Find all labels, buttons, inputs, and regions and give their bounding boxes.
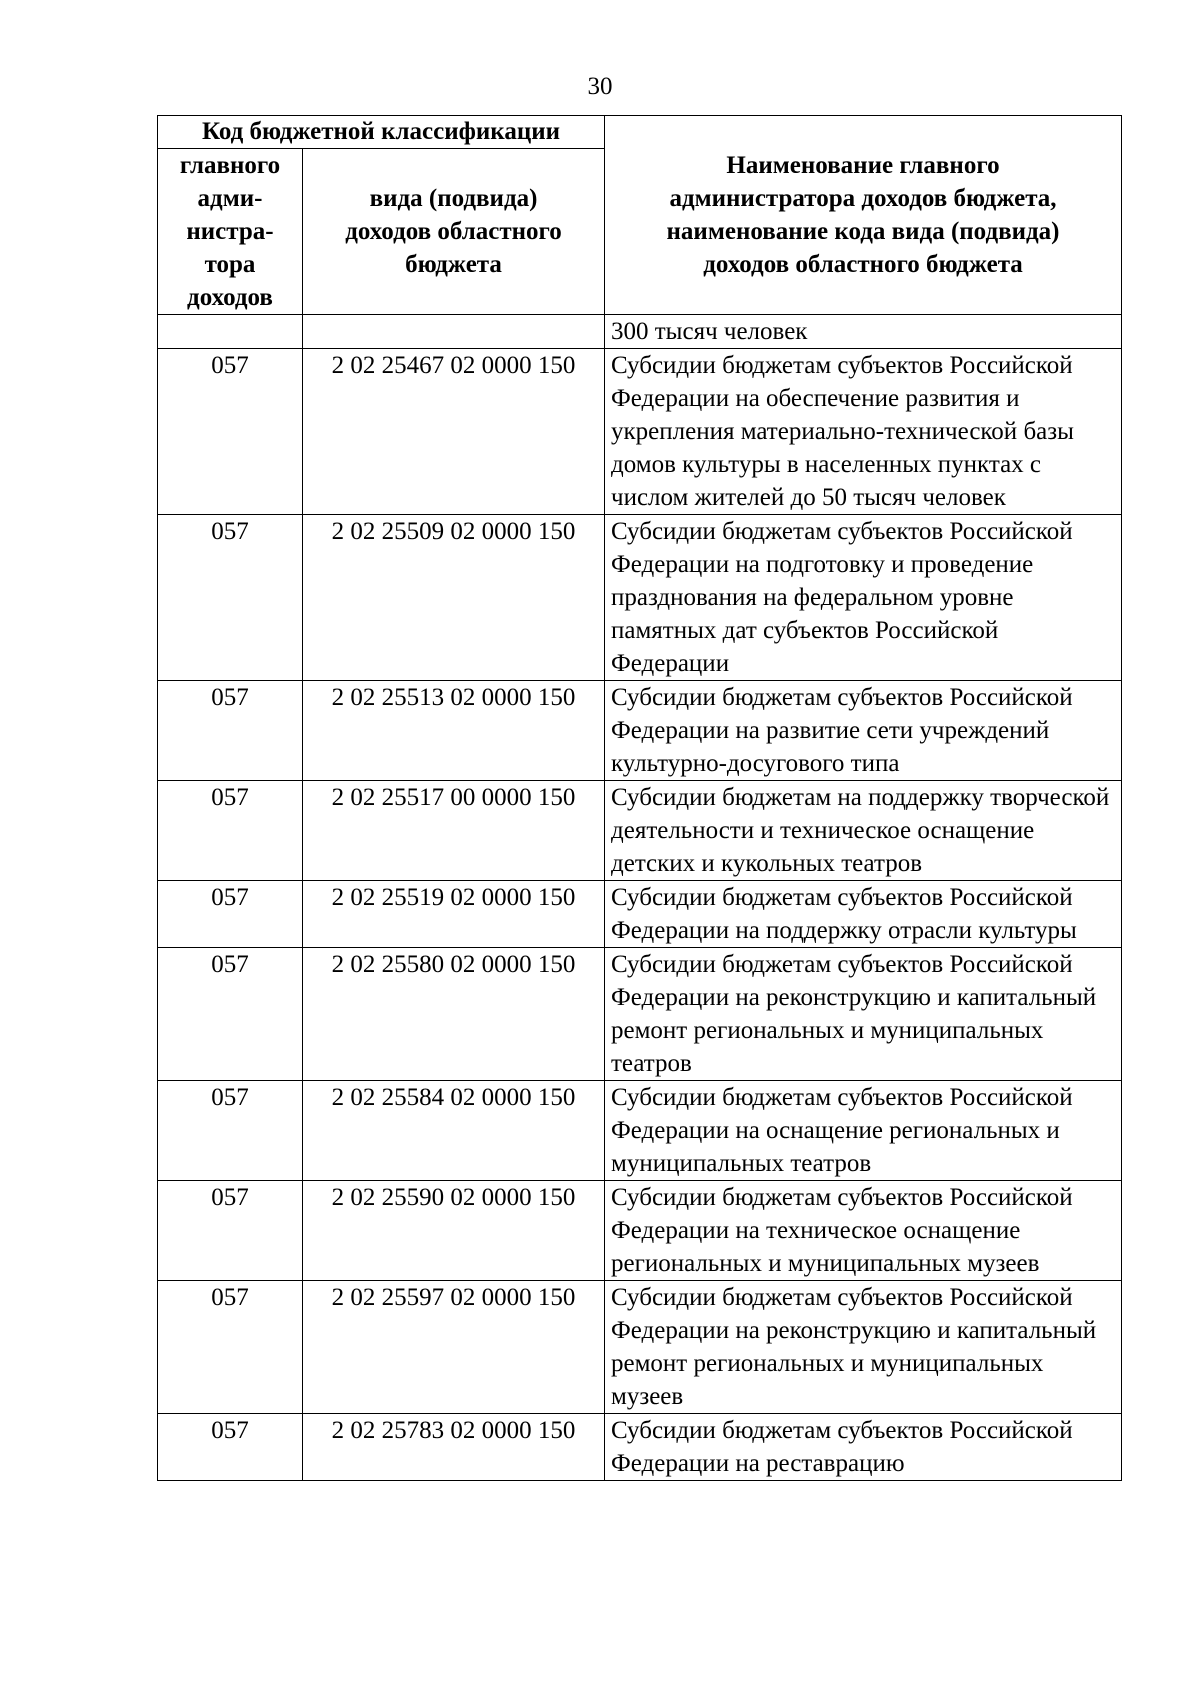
- header-admin-column: [158, 149, 303, 315]
- table-row: [158, 1181, 1122, 1281]
- table-row: [158, 1081, 1122, 1181]
- header-admin-line: нистра-: [186, 218, 274, 245]
- income-code-cell: 2 02 25519 02 0000 150: [303, 881, 605, 948]
- admin-code-cell: 057: [158, 1414, 303, 1481]
- admin-code-cell: 057: [158, 948, 303, 1081]
- table-row: [158, 948, 1122, 1081]
- income-code-cell: 2 02 25580 02 0000 150: [303, 948, 605, 1081]
- header-row-group: [158, 116, 1122, 149]
- admin-code-cell: 057: [158, 881, 303, 948]
- table-row: [158, 1414, 1122, 1481]
- header-admin-line: адми-: [197, 185, 263, 212]
- income-name-cell: Субсидии бюджетам на поддержку творческой деятельности и техническое оснащение детских и кукольных театров: [605, 781, 1122, 881]
- budget-classification-table: [157, 115, 1122, 1481]
- header-admin-line: доходов: [187, 284, 273, 311]
- income-code-cell: [303, 315, 605, 349]
- header-code-line: бюджета: [405, 251, 502, 278]
- income-code-cell: 2 02 25467 02 0000 150: [303, 349, 605, 515]
- admin-code-cell: [158, 315, 303, 349]
- income-name-cell: Субсидии бюджетам субъектов Российской Федерации на подготовку и проведение празднования на федеральном уровне памятных дат субъектов Российской Федерации: [605, 515, 1122, 681]
- table-row: [158, 781, 1122, 881]
- header-admin-line: главного: [179, 152, 281, 179]
- header-code-column: [303, 149, 605, 315]
- income-name-cell: Субсидии бюджетам субъектов Российской Федерации на обеспечение развития и укрепления материально-технической базы домов культуры в населенных пунктах с числом жителей до 50 тысяч человек: [605, 349, 1122, 515]
- income-name-cell: Субсидии бюджетам субъектов Российской Федерации на реконструкцию и капитальный ремонт региональных и муниципальных театров: [605, 948, 1122, 1081]
- income-code-cell: 2 02 25597 02 0000 150: [303, 1281, 605, 1414]
- income-code-cell: 2 02 25584 02 0000 150: [303, 1081, 605, 1181]
- table-row: [158, 1281, 1122, 1414]
- admin-code-cell: 057: [158, 349, 303, 515]
- income-name-cell: Субсидии бюджетам субъектов Российской Федерации на развитие сети учреждений культурно-досугового типа: [605, 681, 1122, 781]
- income-code-cell: 2 02 25513 02 0000 150: [303, 681, 605, 781]
- admin-code-cell: 057: [158, 1181, 303, 1281]
- table-row: [158, 681, 1122, 781]
- admin-code-cell: 057: [158, 781, 303, 881]
- table-row: [158, 881, 1122, 948]
- admin-code-cell: 057: [158, 515, 303, 681]
- table-row: [158, 315, 1122, 349]
- header-code-line: доходов областного: [345, 218, 562, 245]
- page-number: 30: [587, 73, 613, 100]
- header-name-line: доходов областного бюджета: [703, 251, 1023, 278]
- income-name-cell: Субсидии бюджетам субъектов Российской Федерации на техническое оснащение региональных и муниципальных музеев: [605, 1181, 1122, 1281]
- income-code-cell: 2 02 25590 02 0000 150: [303, 1181, 605, 1281]
- income-name-cell: Субсидии бюджетам субъектов Российской Федерации на реконструкцию и капитальный ремонт региональных и муниципальных музеев: [605, 1281, 1122, 1414]
- header-name-line: наименование кода вида (подвида): [666, 218, 1060, 245]
- admin-code-cell: 057: [158, 1081, 303, 1181]
- header-code-line: вида (подвида): [369, 185, 538, 212]
- income-name-cell: Субсидии бюджетам субъектов Российской Федерации на оснащение региональных и муниципальных театров: [605, 1081, 1122, 1181]
- income-name-cell: 300 тысяч человек: [605, 315, 1122, 349]
- header-name-column: [605, 116, 1122, 315]
- income-name-cell: Субсидии бюджетам субъектов Российской Федерации на реставрацию: [605, 1414, 1122, 1481]
- table-row: [158, 349, 1122, 515]
- income-code-cell: 2 02 25783 02 0000 150: [303, 1414, 605, 1481]
- admin-code-cell: 057: [158, 1281, 303, 1414]
- admin-code-cell: 057: [158, 681, 303, 781]
- income-name-cell: Субсидии бюджетам субъектов Российской Федерации на поддержку отрасли культуры: [605, 881, 1122, 948]
- table-row: [158, 515, 1122, 681]
- header-name-line: Наименование главного: [726, 152, 1000, 179]
- header-name-line: администратора доходов бюджета,: [669, 185, 1057, 212]
- income-code-cell: 2 02 25517 00 0000 150: [303, 781, 605, 881]
- header-budget-classification-code: Код бюджетной классификации: [158, 116, 605, 149]
- header-admin-line: тора: [204, 251, 256, 278]
- income-code-cell: 2 02 25509 02 0000 150: [303, 515, 605, 681]
